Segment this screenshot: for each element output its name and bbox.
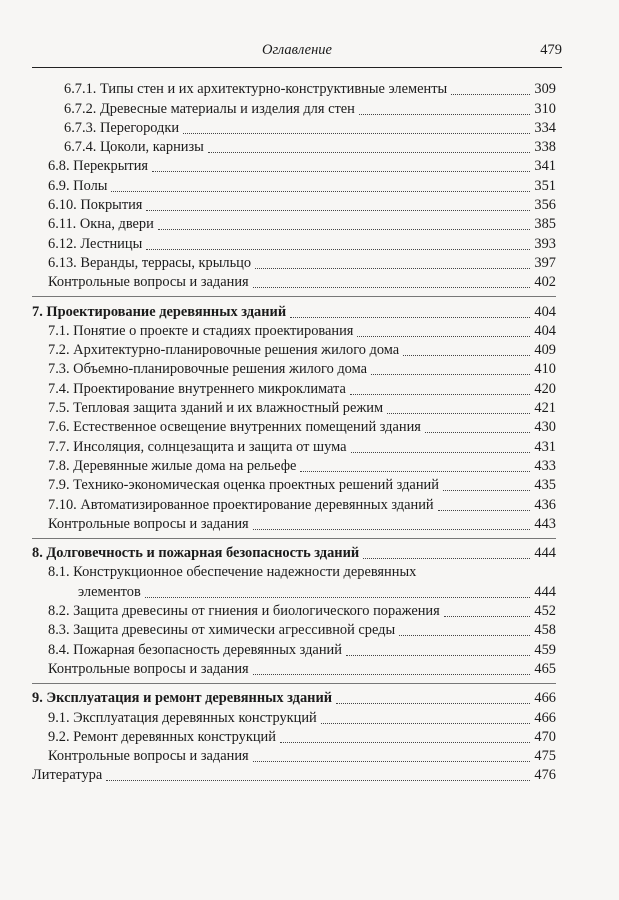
dot-leader: [359, 114, 531, 115]
toc-entry-title: Контрольные вопросы и задания: [48, 274, 249, 291]
dot-leader: [425, 432, 531, 433]
toc-page-number: 397: [534, 254, 556, 271]
toc-entry[interactable]: [32, 765, 556, 784]
dot-leader: [336, 703, 530, 704]
dot-leader: [152, 171, 530, 172]
toc-chapter[interactable]: [32, 688, 556, 707]
chapter-divider: [32, 296, 556, 297]
toc-entry[interactable]: [32, 156, 556, 175]
toc-page-number: 404: [534, 303, 556, 320]
toc-entry[interactable]: [32, 475, 556, 494]
toc-entry-title: 6.7.2. Древесные материалы и изделия для стен: [64, 100, 355, 117]
dot-leader: [146, 249, 530, 250]
dot-leader: [253, 761, 531, 762]
toc-chapter[interactable]: [32, 543, 556, 562]
toc-page-number: 385: [534, 216, 556, 233]
dot-leader: [145, 597, 531, 598]
dot-leader: [111, 191, 530, 192]
toc-entry-title: 6.11. Окна, двери: [48, 216, 154, 233]
chapter-divider: [32, 683, 556, 684]
dot-leader: [208, 152, 531, 153]
toc-entry-title: 6.12. Лестницы: [48, 235, 143, 252]
toc-entry-title: 8.2. Защита древесины от гниения и биологического поражения: [48, 603, 440, 620]
dot-leader: [255, 268, 530, 269]
dot-leader: [146, 210, 530, 211]
toc-entry-title: 7.2. Архитектурно-планировочные решения жилого дома: [48, 342, 400, 359]
toc-entry-title: 7.4. Проектирование внутреннего микроклимата: [48, 380, 346, 397]
toc-entry[interactable]: [32, 562, 556, 581]
dot-leader: [106, 780, 530, 781]
toc-entry-title: 7.9. Технико-экономическая оценка проектных решений зданий: [48, 477, 439, 494]
toc-entry-title: 7.8. Деревянные жилые дома на рельефе: [48, 457, 297, 474]
dot-leader: [451, 94, 530, 95]
toc-entry[interactable]: [32, 378, 556, 397]
dot-leader: [253, 287, 531, 288]
toc-page-number: 465: [534, 660, 556, 677]
toc-entry[interactable]: [32, 195, 556, 214]
toc-entry[interactable]: [32, 601, 556, 620]
toc-entry-title: 7.6. Естественное освещение внутренних помещений здания: [48, 419, 421, 436]
toc-page-number: 420: [534, 380, 556, 397]
toc-entry-title: 6.8. Перекрытия: [48, 158, 149, 175]
toc-entry-title: 9.2. Ремонт деревянных конструкций: [48, 728, 276, 745]
toc-page-number: 431: [534, 438, 556, 455]
toc-entry[interactable]: [32, 272, 556, 291]
toc-entry[interactable]: [32, 659, 556, 678]
toc-entry-title: 9.1. Эксплуатация деревянных конструкций: [48, 709, 317, 726]
toc-entry-title: 8.3. Защита древесины от химически агрессивной среды: [48, 622, 396, 639]
toc-entry[interactable]: [32, 137, 556, 156]
toc-entry[interactable]: [32, 436, 556, 455]
toc-entry[interactable]: [32, 253, 556, 272]
toc-entry-title: 7.3. Объемно-планировочные решения жилого дома: [48, 361, 368, 378]
dot-leader: [350, 394, 531, 395]
toc-page-number: 393: [534, 235, 556, 252]
toc-entry[interactable]: [32, 321, 556, 340]
dot-leader: [183, 133, 530, 134]
toc-page-number: 310: [534, 100, 556, 117]
toc-entry[interactable]: [32, 456, 556, 475]
toc-page-number: 444: [534, 583, 556, 600]
toc-page-number: 334: [534, 119, 556, 136]
toc-page-number: 444: [534, 545, 556, 562]
toc-entry[interactable]: [32, 79, 556, 98]
toc-entry-title: 6.7.3. Перегородки: [64, 119, 180, 136]
toc-entry[interactable]: [32, 620, 556, 639]
toc-entry[interactable]: [32, 340, 556, 359]
toc-entry[interactable]: [32, 98, 556, 117]
toc-entry-continuation[interactable]: [32, 581, 556, 600]
table-of-contents: [32, 79, 556, 784]
page-number: 479: [540, 42, 562, 58]
header-rule: [32, 67, 562, 68]
toc-entry-title: 6.7.1. Типы стен и их архитектурно-конструктивные элементы: [64, 81, 448, 98]
toc-entry[interactable]: [32, 359, 556, 378]
toc-entry[interactable]: [32, 514, 556, 533]
toc-page-number: 410: [534, 361, 556, 378]
toc-entry-title: 7.7. Инсоляция, солнцезащита и защита от шума: [48, 438, 347, 455]
toc-page-number: 452: [534, 603, 556, 620]
dot-leader: [363, 558, 530, 559]
toc-entry-title: 8.1. Конструкционное обеспечение надежности деревянных: [48, 564, 417, 581]
toc-entry-title: 8.4. Пожарная безопасность деревянных зданий: [48, 641, 342, 658]
toc-entry[interactable]: [32, 746, 556, 765]
dot-leader: [290, 317, 530, 318]
toc-entry[interactable]: [32, 175, 556, 194]
toc-page-number: 435: [534, 477, 556, 494]
chapter-divider: [32, 538, 556, 539]
toc-entry-title: 6.9. Полы: [48, 177, 108, 194]
toc-page-number: 309: [534, 81, 556, 98]
toc-page-number: 476: [534, 767, 556, 784]
dot-leader: [253, 529, 531, 530]
toc-entry-title: 6.7.4. Цоколи, карнизы: [64, 139, 204, 156]
toc-entry[interactable]: [32, 118, 556, 137]
toc-page-number: 338: [534, 139, 556, 156]
toc-page-number: 459: [534, 641, 556, 658]
dot-leader: [346, 655, 530, 656]
toc-page-number: 402: [534, 274, 556, 291]
toc-entry-title: 6.13. Веранды, террасы, крыльцо: [48, 254, 252, 271]
toc-chapter-title: 7. Проектирование деревянных зданий: [32, 303, 287, 320]
toc-page-number: 404: [534, 322, 556, 339]
toc-page-number: 466: [534, 690, 556, 707]
toc-page-number: 466: [534, 709, 556, 726]
toc-page-number: 409: [534, 342, 556, 359]
dot-leader: [300, 471, 530, 472]
toc-entry[interactable]: [32, 233, 556, 252]
toc-page-number: 475: [534, 748, 556, 765]
dot-leader: [280, 742, 530, 743]
dot-leader: [443, 490, 530, 491]
toc-chapter-title: 8. Долговечность и пожарная безопасность зданий: [32, 545, 360, 562]
toc-entry-title: Контрольные вопросы и задания: [48, 660, 249, 677]
toc-page-number: 470: [534, 728, 556, 745]
toc-entry-title: 7.5. Тепловая защита зданий и их влажностный режим: [48, 400, 384, 417]
toc-entry[interactable]: [32, 639, 556, 658]
toc-page-number: 458: [534, 622, 556, 639]
dot-leader: [403, 355, 530, 356]
toc-page-number: 421: [534, 400, 556, 417]
dot-leader: [357, 336, 530, 337]
toc-page-number: 443: [534, 515, 556, 532]
toc-page-number: 356: [534, 197, 556, 214]
toc-entry[interactable]: [32, 494, 556, 513]
toc-page-number: 351: [534, 177, 556, 194]
toc-entry[interactable]: [32, 727, 556, 746]
dot-leader: [253, 674, 531, 675]
toc-entry-title: 7.10. Автоматизированное проектирование деревянных зданий: [48, 496, 434, 513]
toc-page-number: 430: [534, 419, 556, 436]
toc-entry-title: Контрольные вопросы и задания: [48, 748, 249, 765]
toc-entry[interactable]: [32, 398, 556, 417]
toc-entry-title: Контрольные вопросы и задания: [48, 515, 249, 532]
toc-chapter[interactable]: [32, 301, 556, 320]
toc-entry-title: 6.10. Покрытия: [48, 197, 143, 214]
dot-leader: [321, 723, 531, 724]
dot-leader: [387, 413, 530, 414]
toc-page-number: 433: [534, 457, 556, 474]
toc-chapter-title: 9. Эксплуатация и ремонт деревянных зданий: [32, 690, 333, 707]
dot-leader: [351, 452, 531, 453]
toc-page-number: 341: [534, 158, 556, 175]
dot-leader: [399, 635, 530, 636]
running-head-title: Оглавление: [262, 42, 332, 58]
toc-entry[interactable]: [32, 214, 556, 233]
running-head: [32, 42, 562, 64]
dot-leader: [158, 229, 531, 230]
dot-leader: [438, 510, 531, 511]
toc-entry-title: Литература: [32, 767, 103, 784]
toc-entry-title: элементов: [78, 583, 141, 600]
dot-leader: [371, 374, 530, 375]
toc-page-number: 436: [534, 496, 556, 513]
toc-entry[interactable]: [32, 707, 556, 726]
toc-entry[interactable]: [32, 417, 556, 436]
toc-entry-title: 7.1. Понятие о проекте и стадиях проектирования: [48, 322, 354, 339]
dot-leader: [444, 616, 531, 617]
